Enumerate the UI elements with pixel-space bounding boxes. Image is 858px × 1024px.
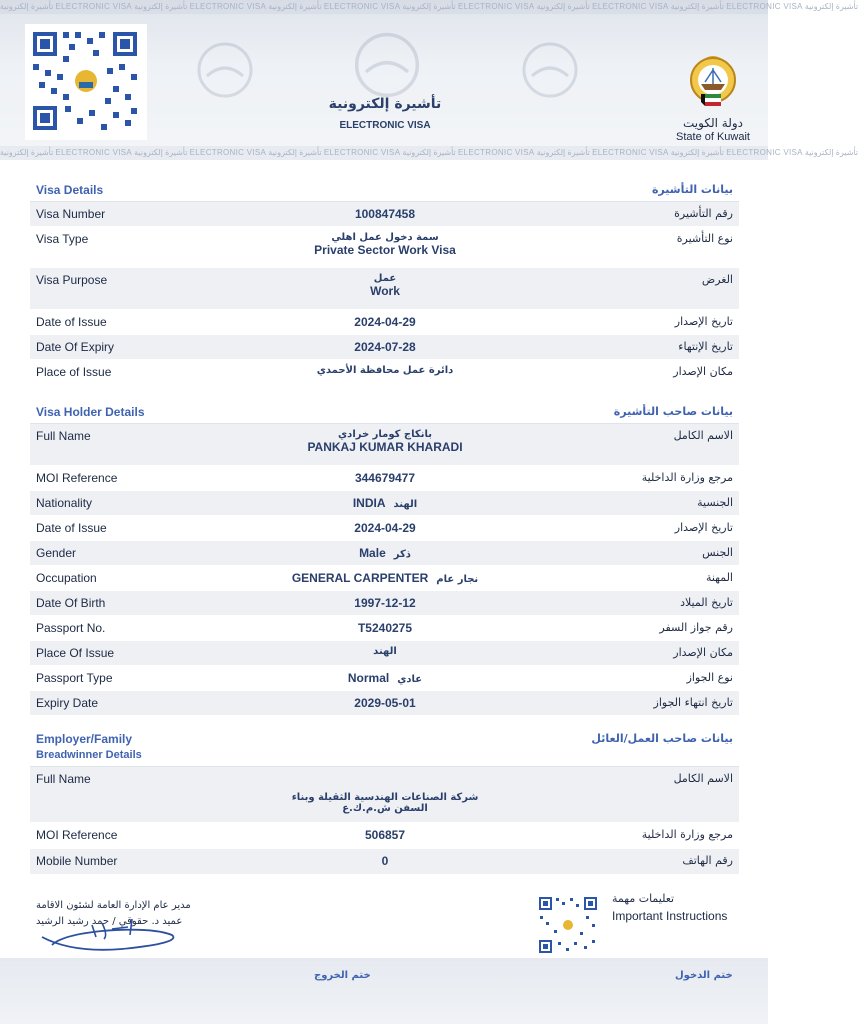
field-label-ar: تاريخ الإنتهاء (678, 340, 733, 353)
field-label: Visa Type (36, 232, 89, 246)
passport-number-value: T5240275 (357, 621, 413, 635)
field-label: MOI Reference (36, 471, 118, 485)
field-label: Date of Issue (36, 315, 107, 329)
field-label: Date Of Expiry (36, 340, 115, 354)
signatory-name: عميد د. حقوقي / حمد رشيد الرشيد (36, 916, 183, 927)
expiry-date-value: 2024-07-28 (354, 340, 416, 354)
field-label-ar: نوع التأشيرة (676, 232, 733, 245)
field-label: Place of Issue (36, 365, 112, 379)
field-label-ar: مكان الإصدار (673, 365, 733, 378)
signatory-title: مدير عام الإدارة العامة لشئون الاقامة (36, 900, 191, 911)
nationality-value-en: INDIA (352, 496, 386, 510)
date-of-birth-value: 1997-12-12 (354, 596, 416, 610)
passport-type-row (30, 666, 739, 691)
field-label: Place Of Issue (36, 646, 115, 660)
field-label-ar: مكان الإصدار (673, 646, 733, 659)
holder-date-of-issue-row (30, 516, 739, 541)
date-of-issue-row (30, 310, 739, 335)
place-of-issue-value-ar: دائرة عمل محافظة الأحمدي (316, 365, 454, 376)
visa-purpose-value-ar: عمل (373, 273, 397, 284)
field-label: Occupation (36, 571, 97, 585)
watermark-strip-bottom: تأشيرة إلكترونية ELECTRONIC VISA تأشيرة إلكترونية ELECTRONIC VISA تأشيرة إلكترونية ELECTRONIC VISA تأشيرة إلكترونية ELECTRONIC VISA تأشيرة إلكترونية ELECTRONIC VISA تأشيرة إلكترونية ELECTRONIC VISA تأشيرة إلكترونية (0, 146, 768, 160)
field-label: Full Name (36, 772, 91, 786)
field-label-ar: الجنسية (697, 496, 733, 509)
state-name-ar: دولة الكويت (683, 116, 743, 130)
visa-header (0, 0, 858, 160)
employer-name-value-ar: شركة الصناعات الهندسية الثقيلة وبناء (291, 792, 479, 803)
gender-row (30, 541, 739, 566)
visa-type-value-en: Private Sector Work Visa (314, 243, 456, 257)
date-of-birth-row (30, 591, 739, 616)
field-label: Visa Purpose (36, 273, 108, 287)
visa-holder-section (30, 399, 739, 716)
field-label: Mobile Number (36, 854, 118, 868)
field-label: Passport No. (36, 621, 106, 635)
employer-name-value (200, 792, 570, 814)
visa-number-value: 100847458 (354, 207, 416, 221)
nationality-value (200, 496, 570, 510)
full-name-value (200, 429, 570, 454)
occupation-value-en: GENERAL CARPENTER (291, 571, 429, 585)
employer-section (30, 724, 739, 875)
qr-code-icon (536, 894, 600, 956)
qr-code-icon (25, 24, 147, 140)
visa-purpose-value-en: Work (370, 284, 400, 298)
stamp-area (0, 958, 768, 1024)
important-instructions-link[interactable]: Important Instructions (612, 909, 728, 923)
field-label-ar: الغرض (701, 273, 733, 286)
full-name-row (30, 424, 739, 466)
section-title: Visa Holder Details (36, 405, 145, 419)
visa-purpose-row (30, 268, 739, 310)
visa-details-section (30, 177, 739, 385)
occupation-value (200, 571, 570, 585)
gender-value (200, 546, 570, 560)
visa-holder-header (30, 399, 739, 424)
visa-details-header (30, 177, 739, 202)
mobile-number-value: 0 (381, 854, 389, 868)
field-label-ar: الاسم الكامل (673, 772, 733, 785)
field-label-ar: الاسم الكامل (673, 429, 733, 442)
passport-expiry-value: 2029-05-01 (354, 696, 416, 710)
employer-name-value-ar-line2: السفن ش.م.ك.ع (342, 803, 428, 814)
place-of-issue-value (200, 365, 570, 376)
employer-moi-value: 506857 (364, 828, 406, 842)
field-label-ar: تاريخ الإصدار (674, 521, 733, 534)
field-label-ar: نوع الجواز (686, 671, 733, 684)
holder-issue-date-value: 2024-04-29 (354, 521, 416, 535)
passport-place-of-issue-row (30, 641, 739, 666)
field-label: Gender (36, 546, 77, 560)
mobile-number-row (30, 849, 739, 875)
field-label: MOI Reference (36, 828, 118, 842)
full-name-value-ar: بانكاج كومار خرادي (338, 429, 432, 440)
section-title-ar: بيانات صاحب التأشيرة (613, 405, 733, 418)
field-label-ar: تاريخ الميلاد (680, 596, 733, 609)
section-title: Visa Details (36, 183, 104, 197)
employer-moi-row (30, 823, 739, 849)
watermark-strip-top: تأشيرة إلكترونية ELECTRONIC VISA تأشيرة إلكترونية ELECTRONIC VISA تأشيرة إلكترونية ELECTRONIC VISA تأشيرة إلكترونية ELECTRONIC VISA تأشيرة إلكترونية ELECTRONIC VISA تأشيرة إلكترونية ELECTRONIC VISA تأشيرة إلكترونية (0, 0, 768, 14)
section-title-line2: Breadwinner Details (36, 749, 142, 761)
section-title-ar: بيانات التأشيرة (651, 183, 733, 196)
field-label-ar: المهنة (705, 571, 733, 584)
field-label: Passport Type (36, 671, 113, 685)
field-label-ar: رقم التأشيرة (674, 207, 733, 220)
field-label-ar: مرجع وزارة الداخلية (641, 471, 733, 484)
field-label-ar: تاريخ الإصدار (674, 315, 733, 328)
instructions-qr-code[interactable] (536, 894, 600, 956)
watermark-emblem-icon (195, 40, 255, 100)
entry-stamp-label: ختم الدخول (675, 970, 733, 981)
occupation-value-ar: نجار عام (436, 574, 479, 585)
field-label: Date Of Birth (36, 596, 106, 610)
visa-purpose-value (200, 273, 570, 298)
passport-place-of-issue-value-ar: الهند (373, 646, 397, 657)
signature-icon (32, 905, 192, 955)
passport-place-of-issue-value (200, 646, 570, 657)
visa-type-value (200, 232, 570, 257)
gender-value-en: Male (359, 546, 386, 560)
employer-full-name-row (30, 767, 739, 823)
field-label-ar: الجنس (702, 546, 733, 559)
section-title-ar: بيانات صاحب العمل/العائل (591, 732, 733, 745)
watermark-emblem-icon (520, 40, 580, 100)
field-label: Visa Number (36, 207, 106, 221)
watermark-emblem-icon (352, 30, 422, 100)
field-label-ar: مرجع وزارة الداخلية (641, 828, 733, 841)
nationality-value-ar: الهند (393, 499, 418, 510)
place-of-issue-row (30, 360, 739, 385)
field-label: Date of Issue (36, 521, 107, 535)
electronic-visa-title-ar: تأشيرة إلكترونية (328, 96, 442, 112)
nationality-row (30, 491, 739, 516)
passport-type-value (200, 671, 570, 685)
field-label-ar: رقم جواز السفر (659, 621, 733, 634)
field-label: Nationality (36, 496, 93, 510)
qr-code[interactable] (25, 24, 147, 140)
section-title: Employer/Family (36, 732, 133, 746)
full-name-value-en: PANKAJ KUMAR KHARADI (307, 440, 463, 454)
electronic-visa-title-en: ELECTRONIC VISA (339, 120, 431, 131)
state-name-en: State of Kuwait (676, 131, 750, 143)
moi-reference-row (30, 466, 739, 491)
field-label-ar: تاريخ انتهاء الجواز (653, 696, 733, 709)
visa-number-row (30, 202, 739, 227)
gender-value-ar: ذكر (393, 549, 411, 560)
passport-number-row (30, 616, 739, 641)
passport-type-value-en: Normal (347, 671, 390, 685)
passport-type-value-ar: عادي (397, 674, 423, 685)
field-label: Full Name (36, 429, 91, 443)
visa-type-value-ar: سمة دخول عمل اهلي (331, 232, 439, 243)
field-label: Expiry Date (36, 696, 99, 710)
employer-header (30, 724, 739, 767)
important-instructions-ar[interactable]: تعليمات مهمة (612, 892, 675, 905)
issue-date-value: 2024-04-29 (354, 315, 416, 329)
exit-stamp-label: ختم الخروج (314, 970, 371, 981)
kuwait-emblem-icon (683, 44, 743, 116)
date-of-expiry-row (30, 335, 739, 360)
passport-expiry-row (30, 691, 739, 716)
visa-type-row (30, 227, 739, 268)
field-label-ar: رقم الهاتف (682, 854, 733, 867)
occupation-row (30, 566, 739, 591)
moi-reference-value: 344679477 (354, 471, 416, 485)
